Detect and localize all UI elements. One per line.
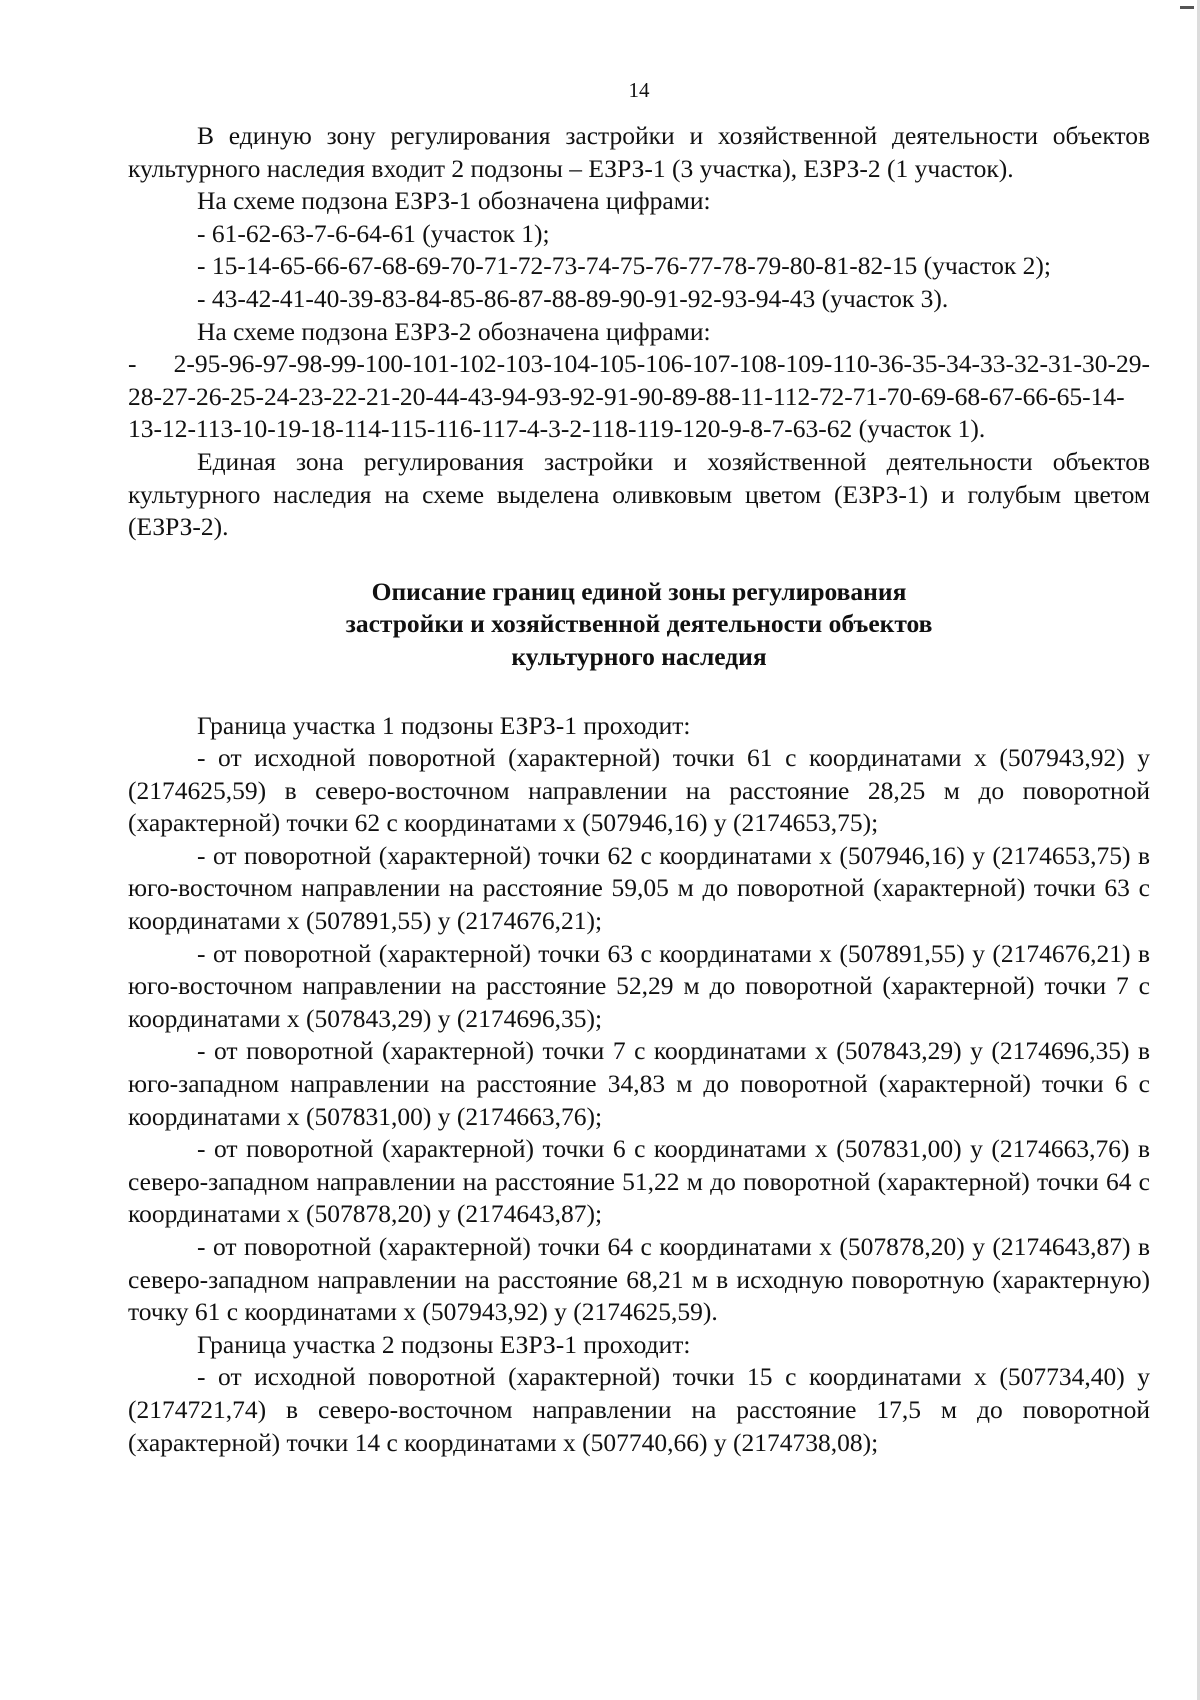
ezrz1-list-item: - 43-42-41-40-39-83-84-85-86-87-88-89-90-91-92-93-94-43 (участок 3). <box>197 283 949 313</box>
heading-line: Описание границ единой зоны регулирования <box>371 576 907 606</box>
boundary-segment: - от поворотной (характерной) точки 63 с координатами х (507891,55) у (2174676,21) в юго-восточном направлении на расстояние 52,29 м до поворотной (характерной) точки 7 с координатами х (507843,29) у (2174696,35); <box>128 938 1150 1033</box>
boundary-segment: - от поворотной (характерной) точки 6 с координатами х (507831,00) у (2174663,76) в северо-западном направлении на расстояние 51,22 м до поворотной (характерной) точки 64 с координатами х (507878,20) у (2174643,87); <box>128 1134 1150 1229</box>
section-heading <box>128 576 1150 674</box>
heading-line: культурного наследия <box>511 641 767 671</box>
section2-title: Граница участка 2 подзоны ЕЗРЗ-1 проходит: <box>197 1329 691 1359</box>
ezrz1-list-item: - 15-14-65-66-67-68-69-70-71-72-73-74-75-76-77-78-79-80-81-82-15 (участок 2); <box>197 251 1051 281</box>
ezrz2-list-item: - 2-95-96-97-98-99-100-101-102-103-104-105-106-107-108-109-110-36-35-34-33-32-31-30-29-28-27-26-25-24-23-22-21-20-44-43-94-93-92-91-90-89-88-11-112-72-71-70-69-68-67-66-65-14-13-12-113-10-19-18-114-115-116-117-4-3-2-118-119-120-9-8-7-63-62 (участок 1). <box>128 349 1150 444</box>
boundary-segment: - от поворотной (характерной) точки 62 с координатами х (507946,16) у (2174653,75) в юго-восточном направлении на расстояние 59,05 м до поворотной (характерной) точки 63 с координатами х (507891,55) у (2174676,21); <box>128 840 1150 936</box>
color-legend-paragraph: Единая зона регулирования застройки и хозяйственной деятельности объектов культурного наследия на схеме выделена оливковым цветом (ЕЗРЗ-1) и голубым цветом (ЕЗРЗ-2). <box>128 446 1150 542</box>
heading-line: застройки и хозяйственной деятельности объектов <box>345 609 933 639</box>
boundary-segment: - от поворотной (характерной) точки 64 с координатами х (507878,20) у (2174643,87) в северо-западном направлении на расстояние 68,21 м в исходную поворотную (характерную) точку 61 с координатами х (507943,92) у (2174625,59). <box>128 1232 1150 1327</box>
ezrz1-list-item: - 61-62-63-7-6-64-61 (участок 1); <box>197 218 550 248</box>
boundary-segment: - от исходной поворотной (характерной) точки 15 с координатами х (507734,40) у (2174721,74) в северо-восточном направлении на расстояние 17,5 м до поворотной (характерной) точки 14 с координатами х (507740,66) у (2174738,08); <box>128 1362 1150 1457</box>
intro-paragraph: В единую зону регулирования застройки и хозяйственной деятельности объектов культурного наследия входит 2 подзоны – ЕЗРЗ-1 (3 участка), ЕЗРЗ-2 (1 участок). <box>128 121 1150 183</box>
scan-mark <box>1180 6 1194 9</box>
boundary-segment: - от поворотной (характерной) точки 7 с координатами х (507843,29) у (2174696,35) в юго-западном направлении на расстояние 34,83 м до поворотной (характерной) точки 6 с координатами х (507831,00) у (2174663,76); <box>128 1036 1150 1131</box>
ezrz1-scheme-label: На схеме подзона ЕЗРЗ-1 обозначена цифрами: <box>197 186 711 216</box>
document-body <box>128 120 1150 1459</box>
section1-title: Граница участка 1 подзоны ЕЗРЗ-1 проходит: <box>197 710 691 740</box>
boundary-segment: - от исходной поворотной (характерной) точки 61 с координатами х (507943,92) у (2174625,59) в северо-восточном направлении на расстояние 28,25 м до поворотной (характерной) точки 62 с координатами х (507946,16) у (2174653,75); <box>128 743 1150 838</box>
page-number: 14 <box>628 78 650 102</box>
ezrz2-scheme-label: На схеме подзона ЕЗРЗ-2 обозначена цифрами: <box>197 316 711 346</box>
